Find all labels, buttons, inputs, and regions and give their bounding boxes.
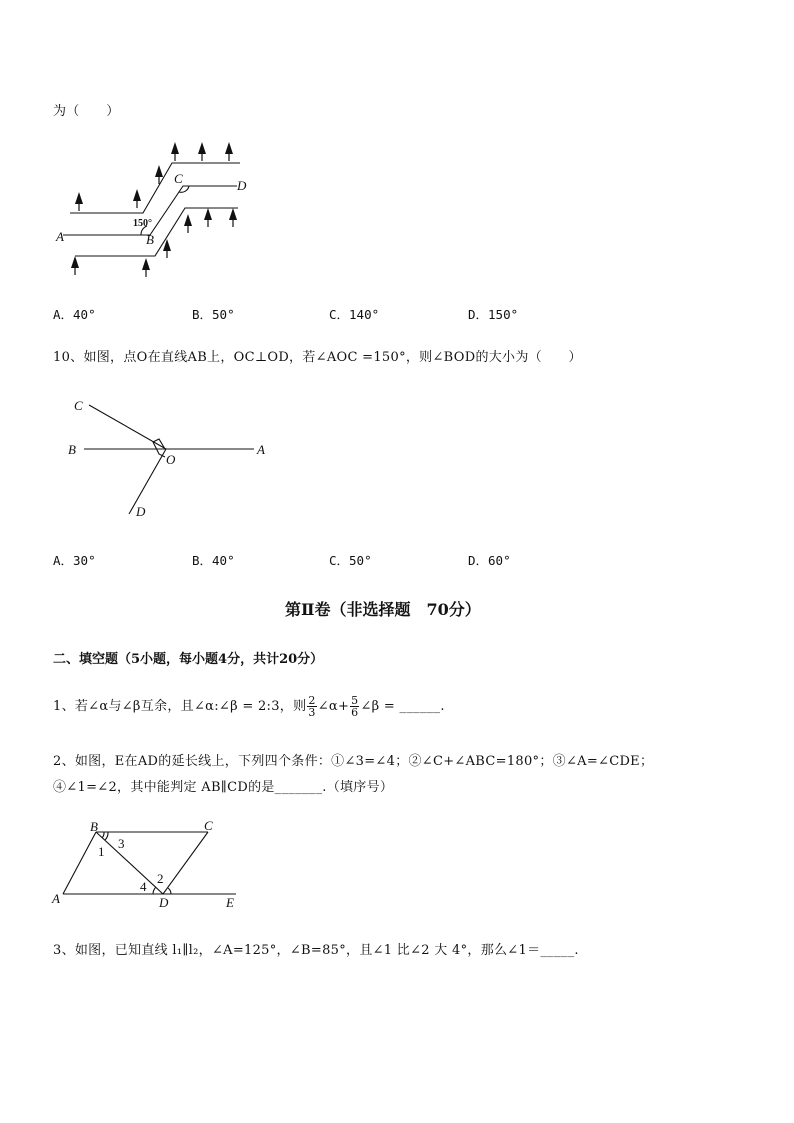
fill2-label-b: B <box>90 819 98 834</box>
q9-option-c: C．140° <box>329 307 380 322</box>
q9-option-b: B．50° <box>192 307 235 322</box>
q10-option-d: D．60° <box>468 553 511 568</box>
fill2-angle-3: 3 <box>118 836 125 851</box>
q9-label-b: B <box>146 232 154 247</box>
fill1-frac1-den: 3 <box>308 706 316 719</box>
fill2-label-a: A <box>52 891 60 906</box>
fill1-fraction-1 <box>307 695 316 718</box>
q10-figure <box>62 393 277 523</box>
q9-label-c: C <box>174 171 183 186</box>
q10-label-a: A <box>257 442 265 457</box>
fill2-figure <box>50 818 250 910</box>
fill1-frac2-num: 5 <box>351 694 359 707</box>
fill2-label-e: E <box>226 895 234 910</box>
fill1-tail: ∠β = ______. <box>360 699 445 714</box>
fill1-mid: ∠α+ <box>317 699 350 714</box>
fill2-angle-2: 2 <box>157 871 164 886</box>
q10-question: 10、如图，点O在直线AB上，OC⊥OD，若∠AOC =150°，则∠BOD的大小为（ ） <box>53 350 582 365</box>
fill2-line-2: ④∠1=∠2，其中能判定 AB∥CD的是_______.（填序号） <box>53 780 394 795</box>
q10-label-c: C <box>74 398 83 413</box>
fill2-angle-1: 1 <box>98 844 105 859</box>
fill1-frac1-num: 2 <box>308 694 316 707</box>
section-title: 第Ⅱ卷（非选择题 70分） <box>285 600 481 619</box>
fill3-question: 3、如图，已知直线 l₁∥l₂，∠A=125°，∠B=85°，且∠1 比∠2 大 4°，那么∠1＝_____. <box>53 943 579 958</box>
q9-angle-label: 150° <box>133 218 152 229</box>
q10-option-c: C．50° <box>329 553 372 568</box>
fill2-label-d: D <box>159 895 169 910</box>
fill1-frac2-den: 6 <box>351 706 359 719</box>
q10-label-d: D <box>136 504 146 519</box>
q9-label-d: D <box>237 178 247 193</box>
q9-option-a: A．40° <box>53 307 96 322</box>
q9-prefix: 为（ ） <box>53 104 120 119</box>
q9-label-a: A <box>56 229 64 244</box>
fill1-lead: 1、若∠α与∠β互余，且∠α:∠β = 2:3，则 <box>53 699 307 714</box>
q10-option-a: A．30° <box>53 553 96 568</box>
q10-option-b: B．40° <box>192 553 235 568</box>
q10-label-o: O <box>166 452 176 467</box>
q9-figure <box>55 138 255 283</box>
fill2-label-c: C <box>204 818 213 833</box>
section-heading: 二、填空题（5小题，每小题4分，共计20分） <box>53 652 324 667</box>
fill1-fraction-2 <box>350 695 359 718</box>
fill2-line-1: 2、如图，E在AD的延长线上，下列四个条件：①∠3=∠4；②∠C+∠ABC=180°；③∠A=∠CDE； <box>53 754 654 769</box>
q10-label-b: B <box>68 442 76 457</box>
fill2-angle-4: 4 <box>140 879 147 894</box>
q9-option-d: D．150° <box>468 307 519 322</box>
fill1-question <box>53 695 445 719</box>
